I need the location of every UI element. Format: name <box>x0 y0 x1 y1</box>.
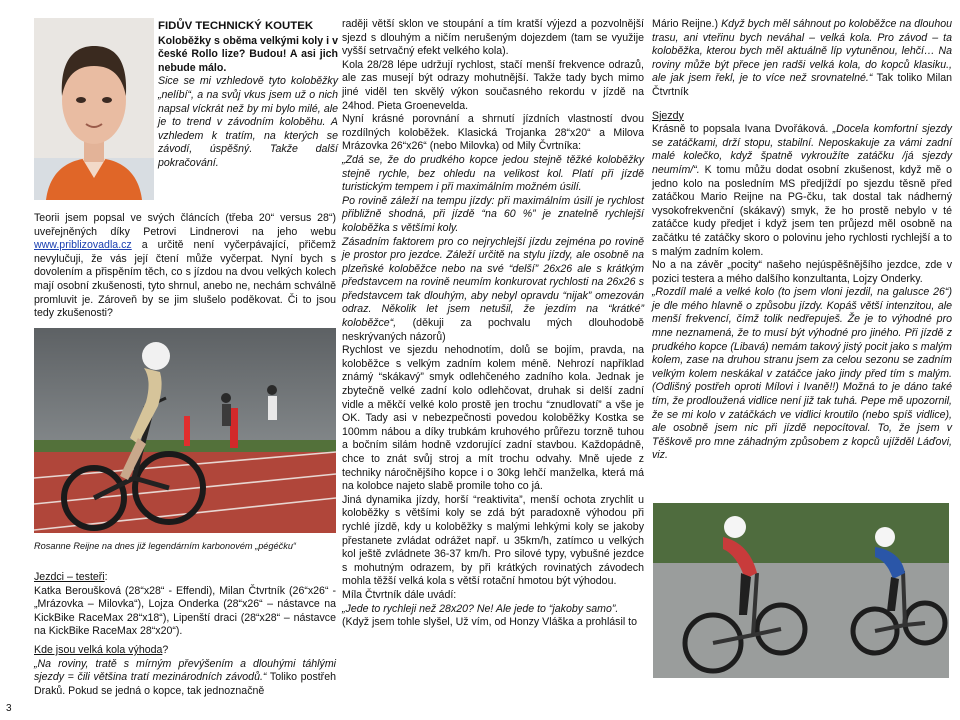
testers-text: Katka Beroušková (28“x28“ - Effendi), Milan Čtvrtník (26“x26“ - „Mrázovka – Milovka“), Lojza Onderka (28“x26“ – nástavce na KickBike RaceMax 28“x18“), Lipenští draci (28“x28“ – nástavce na KickBike RaceMax 28“x20“). <box>34 584 336 638</box>
author-portrait <box>34 18 154 200</box>
photo-rosanne-reijne <box>34 328 336 533</box>
col2-p7: Rychlost ve sjezdu nehodnotím, dolů se bojím, pravda, na koloběžce s velkým zadním kolem méně. Nehrozí například známý “skákavý” smyk odlehčeného zadního kola. Jednak je zbytečně velké zadní kolo odlehčovat, druhak si delší zadní vidle a měkčí velké kolo prostě jen trochu “znudlovatí” a vše je OK. Tady asi v nebezpečnosti povedou koloběžky Kostka se 100mm nábou a díky trubkám kruhového průřezu torzně tuhou a bočním silám hodně vzdorující zadní stavbou. Každopádně, chce to znát svůj stroj a mít trochu odvahy. Mně ujede z techniky náročnějšího kopce i o 30kg lehčí manželka, která má na kolobce najeto slabě promile toho co já. <box>342 344 644 493</box>
col2-p6-italic: Zásadním faktorem pro co nejrychlejší jízdu zejména po rovině je prostor pro jezdce. Záleží určitě na stylu jízdy, ale osobně na plzeňské koloběžce nebo na své “delší” 26x26 ale s krátkým představcem na rovině neumím konkurovat rychlosti na 26x26 s představcem tak dlouhým, aby nebyl opravdu “nijak” omezován odraz. Několik let jsem netušil, že jezdím na “krátké” koloběžce“, <box>342 235 644 330</box>
column-2 <box>342 18 644 630</box>
col1-p1-text-b: a určitě není vyčerpávající, přičemž nevylučuji, že vás její čtení může vyčerpat. Nyní bych s dovolením a přispěním těch, co s jízdou na dvou velkých kolech mají osobní zkušenosti, tyto shrnul, anebo ne, nechám schválně promluvit je. Zároveň by se jim slušelo poděkovat. Či to jsou tedy zkušenosti? <box>34 239 336 320</box>
where-text <box>34 658 336 699</box>
column-1-lower: Jezdci – testeři: Katka Beroušková (28“x28“ - Effendi), Milan Čtvrtník (26“x26“ - „Mrázovka – Milovka“), Lojza Onderka (28“x26“ – nástavce na KickBike RaceMax 28“x18“), Lipenští draci (28“x28“ – nástavce na KickBike RaceMax 28“x20“). Kde jsou velká kola výhoda? „Na roviny, tratě s mírným převýšením a dlouhými táhlými sjezdy = čili většina tratí mezinárodních závodů.“ Toliko postřeh Draků. Pokud se jedná o kopce, tak jednoznačně <box>34 571 336 697</box>
col2-p6-rest: (děkuji za pochvalu mých dlouhodobě neskrývaných názorů) <box>342 317 644 343</box>
page-number: 3 <box>6 703 12 714</box>
col3-p1-c: Tak toliko Milan Čtvrtník <box>652 72 952 98</box>
col3-p4: „Rozdíl malé a velké kolo (to jsem vloni jezdil, na galusce 26“) je dle mého hlavně o způsobu jízdy. Kopáš větší intenzitou, ale menší frekvencí, čímž tolik nedřepuješ. Že je to výhodné pro mne neznamená, že to musí být výhodné pro jiného. Při jízdě z prudkého kopce (Libavá) nemám takový jistý pocit jako s malým kolem, zase na druhou stranu jsem za celou sezonu se zadním velkým kolem neskákal v zatáčce jako jindy před tím s malým. (Odlišný postřeh oproti Mílovi i Ivaně!!) Možná to je dáno také tím, že prodloužená vidlice není již tak tuhá. Pepe mě upozornil, že se mi kolo v zatáčkách ve vidlici kroutilo (nebo spíš vidlice), ale osobně jsem nic při jízdě nepocítoval. To, že jsem v Těškově pro mne záhadným způsobem z kopců ujížděl Láďovi, viz. <box>652 286 952 462</box>
col2-p8: Jiná dynamika jízdy, horší “reaktivita”, menší ochota zrychlit u koloběžky s většími koly se zdá být paradoxně výhodou při rychlé jízdě, kdy u koloběžky s malými lehkými koly se jakoby přestanete zvládat odrážet např. u 35km/h, zatímco u velkých kol ještě zvládnete 36-37 km/h. Pro silové typy, vybušné jezdce s mohutným odrazem, by při krátkých rovinatých závodech mohla těžší velká kola s větší rotační hmotou být výhodou. <box>342 493 644 588</box>
priblizovadla-link[interactable]: www.priblizovadla.cz <box>34 239 132 252</box>
photo-rider-track <box>34 328 336 533</box>
col2-p5: Po rovině záleží na tempu jízdy: při maximálním úsilí je rychlost přibližně shodná, při jízdě “na 60 %” je znatelně rychlejší koloběžka s většími koly. <box>342 194 644 234</box>
col2-p11: (Když jsem tohle slyšel, Už vím, od Honzy Vláška a prohlásil to <box>342 616 637 629</box>
col2-p3: Nyní krásné porovnání a shrnutí jízdních vlastností dvou rozdílných koloběžek. Klasická Trojanka 28“x20“ a Milova Mrázovka 26“x26“ (nebo Milovka) od Mily Čvrtníka: <box>342 113 644 153</box>
article-heading: FIDŮV TECHNICKÝ KOUTEK <box>158 20 314 32</box>
photo-two-riders <box>653 503 949 678</box>
column-1 <box>34 212 336 321</box>
where-rest: Toliko postřeh Draků. Pokud se jedná o kopce, tak jednoznačně <box>34 671 336 697</box>
col1-paragraph-1 <box>34 212 336 321</box>
col2-p1: raději větší sklon ve stoupání a tím kratší výjezd a pozvolnější sjezd s dlouhým a ničím nerušeným dojezdem (tam se využije vyšší setrvačný efekt velkého kola). <box>342 18 644 58</box>
col2-p2: Kola 28/28 lépe udržují rychlost, stačí menší frekvence odrazů, ale zas musejí být odrazy mohutnější. Takže tady bych mimo jiné viděl ten skvělý výkon současného rekordu v jízdě na 24hod. Pieta Groenevelda. <box>342 58 644 112</box>
photo-caption: Rosanne Reijne na dnes již legendárním karbonovém „pégéčku“ <box>34 541 296 551</box>
col3-p3: No a na závěr „pocity“ našeho nejúspěšnějšího jezdce, zde v pozici testera a mého dalšího konzultanta, Lojzy Onderky. <box>652 259 952 285</box>
col1-p1-text-a: Teorii jsem popsal ve svých článcích (třeba 20“ versus 28“) uveřejněných díky Petrovi Lindnerovi na jeho webu <box>34 212 336 238</box>
col3-p2-a: Krásně to popsala Ivana Dvořáková. <box>652 123 833 136</box>
testers-heading: Jezdci – testeři <box>34 571 105 583</box>
column-3 <box>652 18 952 463</box>
col2-p6 <box>342 236 644 345</box>
col2-p10: „Jede to rychleji než 28x20? Ne! Ale jede to “jakoby samo”. <box>342 602 619 615</box>
col3-p1-a: Mário Reijne.) <box>652 18 719 30</box>
col3-p2-c: K tomu můžu dodat osobní zkušenost, když mě o jedno kolo na posledním MS předjíždí po sjezdu těsně před zatáčkou Mario Reijne na PG-čku, tak dostal tak nádherný vysokofrekvenční (skákavý) smyk, že ho prostě nebylo v té zatáčce kudy předjet i když jsem ten průjezd měl osobně na začátku té zatáčky skoro o polovinu jeho rychlosti rychlejší a to s malým zadním kolem. <box>652 163 952 258</box>
where-heading: Kde jsou velká kola výhoda <box>34 643 163 656</box>
portrait-image <box>34 18 154 200</box>
col3-p2-b: „Docela komfortní sjezdy se zatáčkami, drží stopu, stabilní. Neposkakuje za vámi zadní malé kolečko, když špatně vykroužíte zatáčku /já sjezdy neumím/“. <box>652 123 952 176</box>
intro-lead: Koloběžky s oběma velkými koly i v české Rollo lize? Budou! A asi jich nebude málo. <box>158 34 338 74</box>
col3-p1-b: Když bych měl sáhnout po koloběžce na dlouhou trasu, ani vteřinu bych neváhal – velká kola. Pro závod – ta koloběžka, kterou bych měl aktuálně líp vytuněnou, lehčí… Na roviny může být přece jen radši velká kola, do kopců klasiku., ale jak jsem řekl, je to více než srovnatelné.“ <box>652 18 952 85</box>
col2-p4: „Zdá se, že do prudkého kopce jedou stejně těžké koloběžky stejně rychle, bez ohledu na velikost kol. Platí při jízdě turistickým tempem i při maximálním možném úsilí. <box>342 153 644 194</box>
col3-p2 <box>652 123 952 259</box>
intro-block <box>158 20 338 171</box>
descents-heading: Sjezdy <box>652 109 684 122</box>
where-quote: „Na roviny, tratě s mírným převýšením a dlouhými táhlými sjezdy = čili většina tratí mezinárodních závodů.“ <box>34 657 336 684</box>
col2-p9: Míla Čtvrtník dále uvádí: <box>342 588 457 601</box>
intro-text: Sice se mi vzhledově tyto koloběžky „nelíbí“, a na svůj vkus jsem už o nich napsal víckrát než by mi bylo milé, ale je to trend v závodním koloběhu. A vzhledem k tratím, na kterých se závodí, úspěšný. Takže další pokračování. <box>158 75 338 169</box>
col3-p1 <box>652 18 952 100</box>
photo-riders-road <box>653 503 949 678</box>
